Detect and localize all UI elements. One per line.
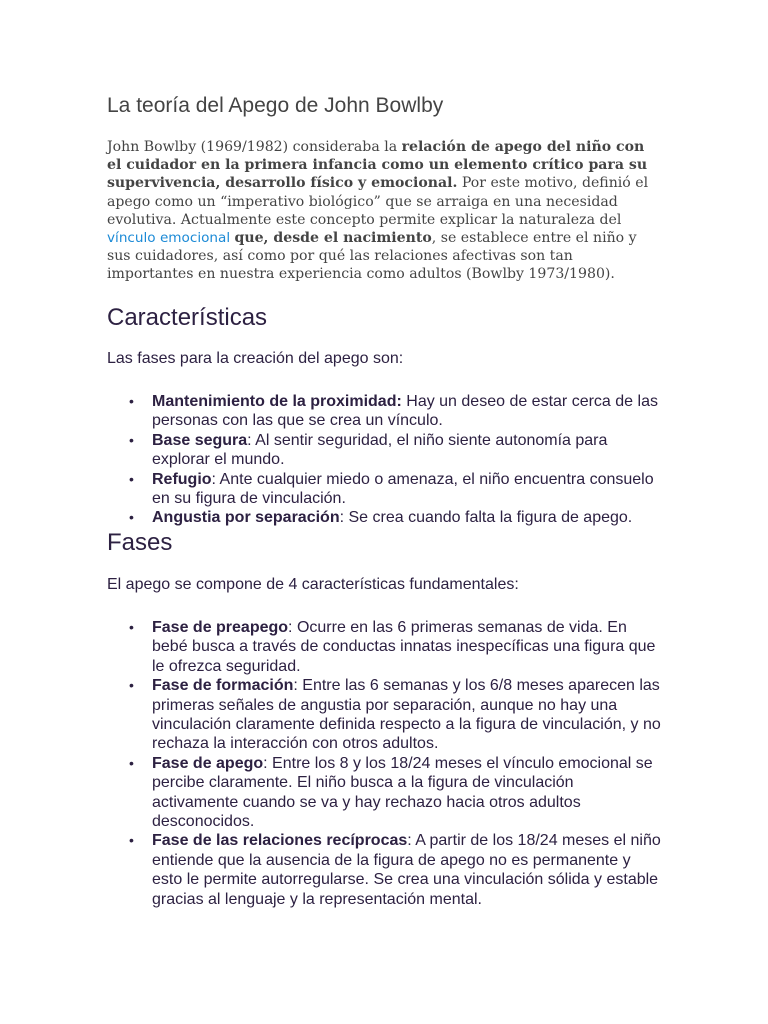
list-item <box>107 754 662 832</box>
item-term: Fase de las relaciones recíprocas <box>152 832 408 850</box>
intro-bold-1: relación de apego del niño con el cuidador en la primera infancia como un elemento crítico para su supervivencia, desarrollo físico y emocional. <box>107 139 648 192</box>
item-term: Angustia por separación <box>152 509 340 527</box>
item-text: : Ante cualquier miedo o amenaza, el niño encuentra consuelo en su figura de vinculación. <box>152 470 654 508</box>
item-term: Mantenimiento de la proximidad: <box>152 393 402 410</box>
list-item <box>107 676 662 754</box>
caracteristicas-list <box>107 392 662 528</box>
page-title: La teoría del Apego de John Bowlby <box>107 94 444 117</box>
fases-list <box>107 618 662 909</box>
list-item <box>107 392 662 431</box>
item-term: Refugio <box>152 470 212 488</box>
item-term: Base segura <box>152 431 248 449</box>
list-item <box>107 431 662 470</box>
item-text: : A partir de los 18/24 meses el niño entiende que la ausencia de la figura de apego no es permanente y esto le permite autorregularse. Se crea una vinculación sólida y estable gracias al lenguaje y la representación mental. <box>152 832 661 908</box>
vinculo-emocional-link[interactable]: vínculo emocional <box>107 230 235 247</box>
intro-text-3: , se establece entre el niño y sus cuidadores, así como por qué las relaciones afectivas son tan importantes en nuestra experiencia como adultos (Bowlby 1973/1980). <box>107 230 637 283</box>
intro-text-1: John Bowlby (1969/1982) consideraba la <box>107 139 402 155</box>
intro-text-2: Por este motivo, definió el apego como un “imperativo biológico” que se arraiga en una necesidad evolutiva. Actualmente este concepto permite explicar la naturaleza del <box>107 175 649 228</box>
item-term: Fase de formación <box>152 677 294 695</box>
caracteristicas-lead: Las fases para la creación del apego son: <box>107 350 404 367</box>
list-item <box>107 508 662 527</box>
caracteristicas-heading: Características <box>107 304 268 331</box>
item-text: : Ocurre en las 6 primeras semanas de vida. En bebé busca a través de conductas innatas inespecíficas una figura que le ofrezca seguridad. <box>152 619 656 675</box>
item-term: Fase de apego <box>152 754 264 772</box>
intro-paragraph <box>107 138 662 284</box>
item-text: : Al sentir seguridad, el niño siente autonomía para explorar el mundo. <box>152 431 608 469</box>
list-item <box>107 831 662 909</box>
item-text: : Entre las 6 semanas y los 6/8 meses aparecen las primeras señales de angustia por separación, aunque no hay una vinculación claramente definida respecto a la figura de vinculación, y no rechaza la interacción con otros adultos. <box>152 677 661 753</box>
item-text: : Se crea cuando falta la figura de apego. <box>339 509 633 527</box>
list-item <box>107 618 662 676</box>
item-term: Fase de preapego <box>152 619 289 636</box>
item-text: Hay un deseo de estar cerca de las personas con las que se crea un vínculo. <box>152 393 658 430</box>
intro-bold-2: que, desde el nacimiento <box>234 230 432 247</box>
fases-lead: El apego se compone de 4 características fundamentales: <box>107 576 519 593</box>
list-item <box>107 470 662 509</box>
item-text: : Entre los 8 y los 18/24 meses el vínculo emocional se percibe claramente. El niño busca a la figura de vinculación activamente cuando se va y hay rechazo hacia otros adultos desconocidos. <box>152 754 653 831</box>
fases-heading: Fases <box>107 529 173 556</box>
